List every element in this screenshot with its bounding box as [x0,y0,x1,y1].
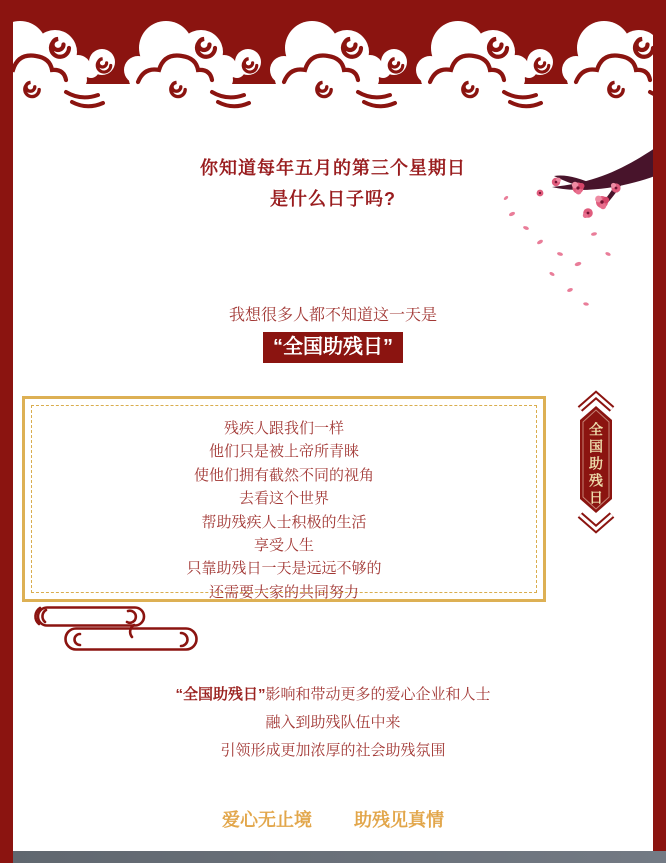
closing-line-2: 融入到助残队伍中来 [265,714,401,731]
slogan-left: 爱心无止境 [222,810,312,830]
chevron-down-icon [580,515,612,529]
poem-box-dashed-border [31,405,537,601]
poem-line: 残疾人跟我们一样 [223,420,344,437]
poem-line: 享受人生 [253,537,314,555]
right-red-border [653,0,666,851]
cloud-outline-ornament-icon [16,603,216,655]
poem-line: 使他们拥有截然不同的视角 [193,466,374,484]
poem-line: 还需要大家的共同努力 [208,583,359,601]
footer-bar [13,851,666,863]
slogan-right: 助残见真情 [354,810,444,830]
poem-line: 只靠助残日一天是远远不够的 [186,560,382,578]
highlight-term: “全国助残日” [263,332,403,363]
chinese-cloud-border-icon [0,0,666,112]
closing-line-1 [13,681,653,709]
poem-line: 去看这个世界 [238,490,329,508]
closing-paragraph [13,681,653,765]
closing-line-1-bold: “全国助残日” [175,686,266,703]
highlight-wrap [13,332,653,363]
poem-line: 他们只是被上帝所青睐 [208,443,359,461]
side-banner-label: 全国助残日 [588,421,604,507]
poem-line: 帮助残疾人士积极的生活 [201,513,367,531]
title-line-2: 是什么日子吗? [270,189,396,209]
title-line-1: 你知道每年五月的第三个星期日 [200,158,466,178]
plum-blossom-branch-icon [482,136,655,326]
side-banner-label-wrap [575,414,617,514]
poem-box [22,396,546,602]
closing-line-1-rest: 影响和带动更多的爱心企业和人士 [265,686,491,703]
left-red-border [0,0,13,863]
poem-text [32,406,536,604]
closing-line-3: 引领形成更加浓厚的社会助残氛围 [220,742,446,759]
slogan [13,808,653,832]
intro-text: 我想很多人都不知道这一天是 [228,307,437,324]
